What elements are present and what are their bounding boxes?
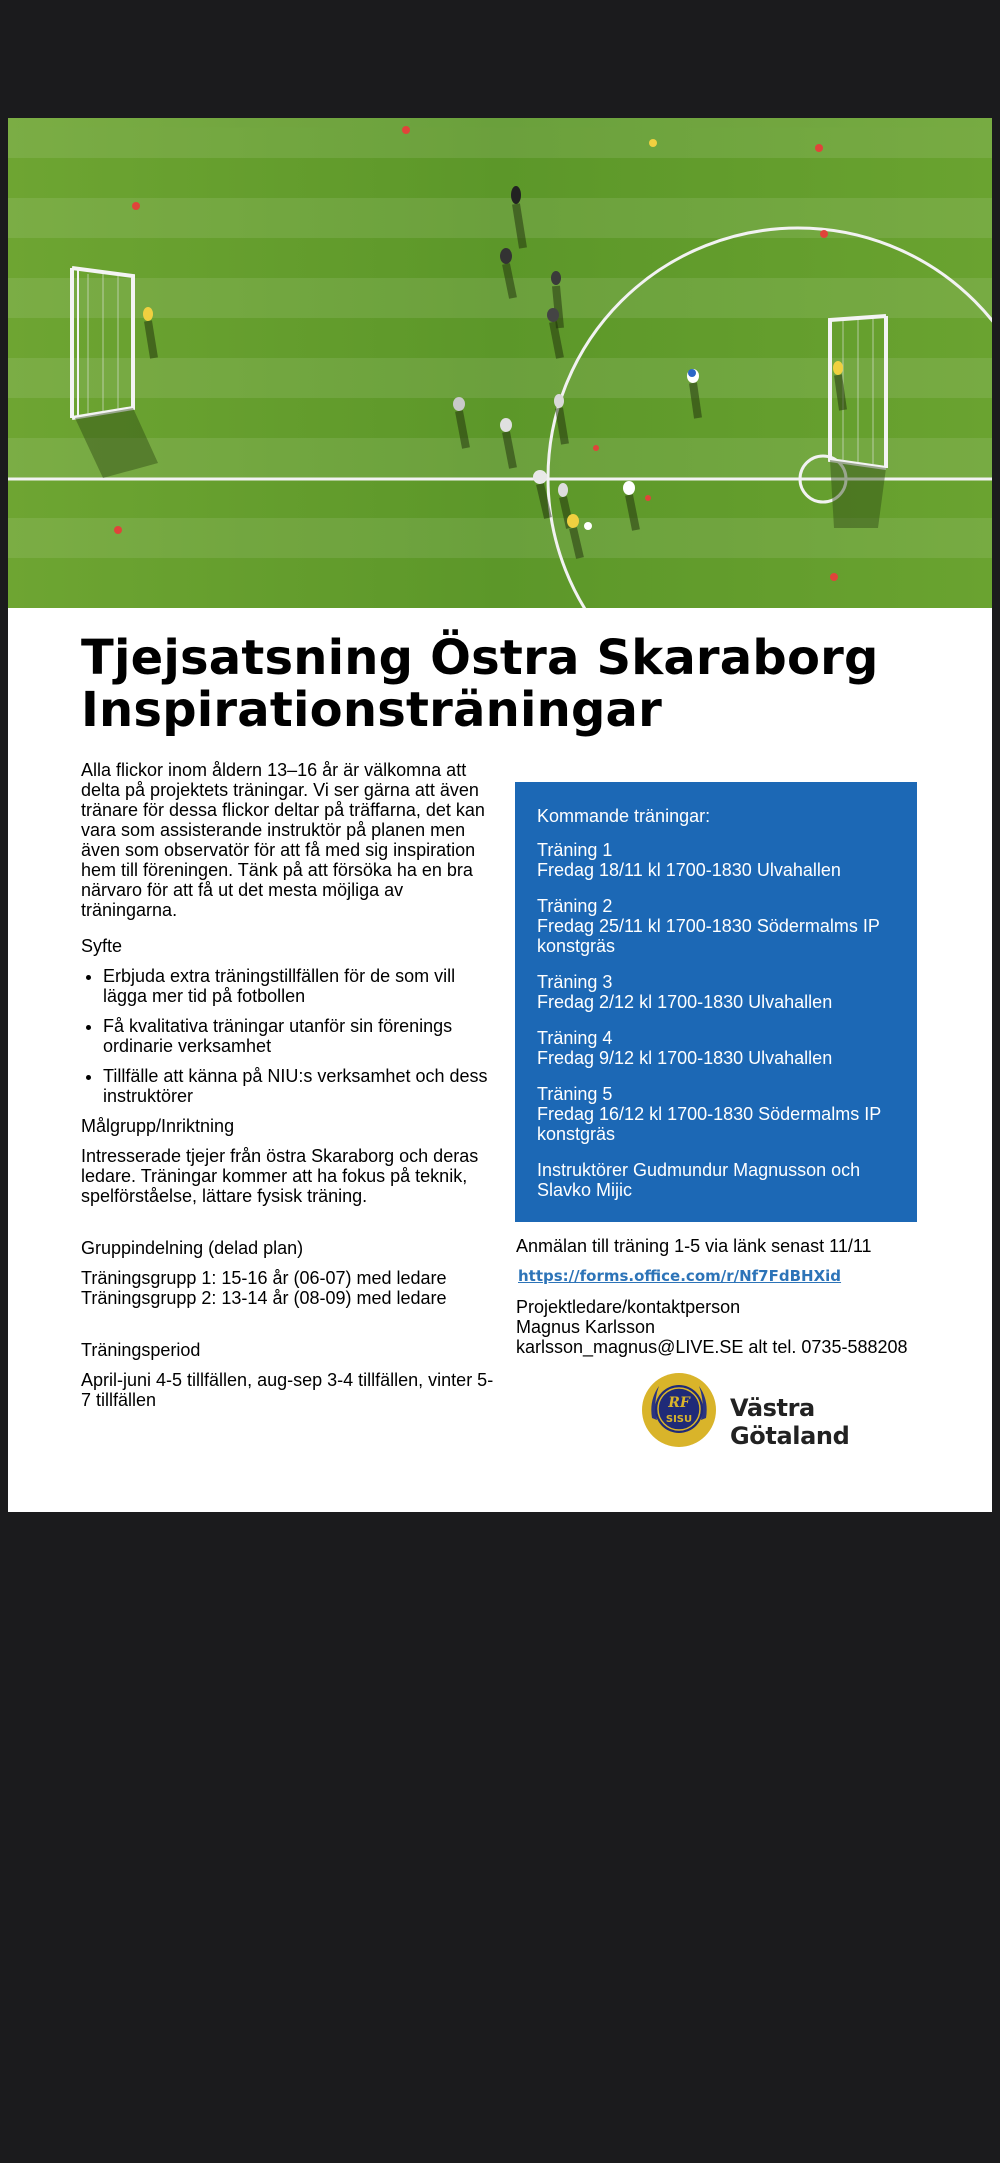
football-pitch-image bbox=[8, 118, 992, 608]
purpose-list bbox=[81, 966, 501, 1106]
target-text: Intresserade tjejer från östra Skaraborg och deras ledare. Träningar kommer att ha fokus på teknik, spelförståelse, lättare fysisk träning. bbox=[81, 1146, 479, 1206]
registration-text: Anmälan till träning 1-5 via länk senast 11/11 bbox=[516, 1236, 872, 1256]
svg-text:RF: RF bbox=[668, 1395, 690, 1411]
target-heading: Målgrupp/Inriktning bbox=[81, 1116, 235, 1136]
contact-role: Projektledare/kontaktperson bbox=[516, 1297, 741, 1317]
upcoming-heading: Kommande träningar: bbox=[537, 806, 711, 826]
training-name: Träning 3 bbox=[537, 972, 613, 992]
purpose-item: • Få kvalitativa träningar utanför sin förenings ordinarie verksamhet bbox=[103, 1016, 501, 1056]
training-name: Träning 2 bbox=[537, 896, 613, 916]
title-line-1: Tjejsatsning Östra Skaraborg bbox=[81, 630, 879, 686]
training-name: Träning 5 bbox=[537, 1084, 613, 1104]
training-item bbox=[537, 972, 895, 1012]
training-item bbox=[537, 840, 895, 880]
contact-name: Magnus Karlsson bbox=[516, 1317, 656, 1337]
training-detail: Fredag 16/12 kl 1700-1830 Södermalms IP konstgräs bbox=[537, 1104, 881, 1144]
poster-title bbox=[81, 632, 961, 736]
training-detail: Fredag 25/11 kl 1700-1830 Södermalms IP konstgräs bbox=[537, 916, 880, 956]
group-2-text: Träningsgrupp 2: 13-14 år (08-09) med ledare bbox=[81, 1288, 447, 1308]
rf-sisu-logo bbox=[639, 1370, 939, 1450]
training-name: Träning 4 bbox=[537, 1028, 613, 1048]
purpose-item: • Erbjuda extra träningstillfällen för de som vill lägga mer tid på fotbollen bbox=[103, 966, 501, 1006]
left-column bbox=[81, 760, 501, 1410]
training-detail: Fredag 2/12 kl 1700-1830 Ulvahallen bbox=[537, 992, 833, 1012]
training-item bbox=[537, 896, 895, 956]
purpose-item: • Tillfälle att känna på NIU:s verksamhet och dess instruktörer bbox=[103, 1066, 501, 1106]
training-detail: Fredag 18/11 kl 1700-1830 Ulvahallen bbox=[537, 860, 841, 880]
contact-details: karlsson_magnus@LIVE.SE alt tel. 0735-588208 bbox=[516, 1337, 908, 1357]
group-1-text: Träningsgrupp 1: 15-16 år (06-07) med ledare bbox=[81, 1268, 447, 1288]
training-name: Träning 1 bbox=[537, 840, 613, 860]
rf-sisu-seal-icon bbox=[639, 1370, 719, 1450]
contact-block bbox=[516, 1297, 986, 1357]
period-heading: Träningsperiod bbox=[81, 1340, 201, 1360]
logo-region-text: Västra Götaland bbox=[730, 1394, 850, 1450]
poster-page bbox=[8, 118, 992, 1512]
upcoming-trainings-box bbox=[515, 782, 917, 1222]
instructors-text: Instruktörer Gudmundur Magnusson och Slavko Mijic bbox=[537, 1160, 861, 1200]
training-detail: Fredag 9/12 kl 1700-1830 Ulvahallen bbox=[537, 1048, 833, 1068]
purpose-heading: Syfte bbox=[81, 936, 123, 956]
training-item bbox=[537, 1084, 895, 1144]
period-text: April-juni 4-5 tillfällen, aug-sep 3-4 tillfällen, vinter 5-7 tillfällen bbox=[81, 1370, 494, 1410]
training-item bbox=[537, 1028, 895, 1068]
title-line-2: Inspirationsträningar bbox=[81, 682, 663, 738]
groups-heading: Gruppindelning (delad plan) bbox=[81, 1238, 304, 1258]
intro-text: Alla flickor inom åldern 13–16 år är välkomna att delta på projektets träningar. Vi ser gärna att även tränare för dessa flickor deltar på träffarna, det kan vara som assisterande instruktör på planen men även som observatör för att få med sig inspiration hem till föreningen. Tänk på att försöka ha en bra närvaro för att få ut det mesta möjliga av träningarna. bbox=[81, 760, 485, 920]
registration-link[interactable]: https://forms.office.com/r/Nf7FdBHXid bbox=[518, 1267, 842, 1285]
svg-text:SISU: SISU bbox=[665, 1414, 693, 1425]
